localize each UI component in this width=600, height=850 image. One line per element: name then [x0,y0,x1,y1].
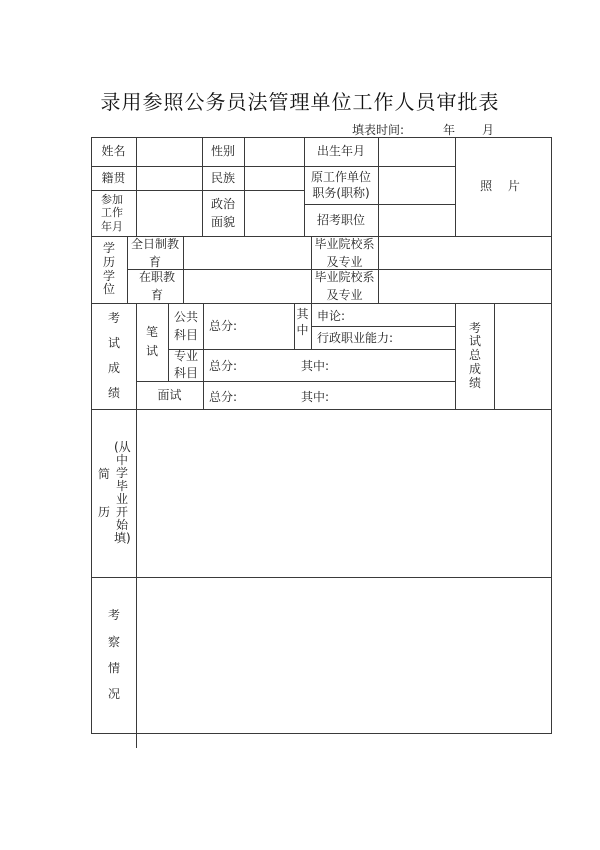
gender-field[interactable] [245,138,304,166]
total-exam-score-label [465,303,485,409]
political-status-label: 政治面貌 [210,197,235,229]
interview-total-field[interactable] [240,382,298,409]
grid-line [311,303,312,349]
graduate-school-label: 毕业院校系及专业 [314,236,375,269]
public-total-label: 总分: [209,319,238,333]
work-start-field[interactable] [137,191,202,236]
written-exam-label-text: 笔试 [145,324,158,358]
grid-line [294,303,295,349]
exam-score-label [104,303,124,409]
birth-date-label: 出生年月 [316,144,365,159]
original-unit-field[interactable] [379,167,455,204]
shenlun-label: 申论: [317,309,346,323]
professional-total-field[interactable] [240,350,298,381]
total-exam-score-label-text: 考试总成绩 [468,320,481,390]
interview-among-label: 其中: [301,390,330,404]
professional-subject-label: 专业科目 [173,349,198,380]
grid-line [311,236,312,303]
public-subject-label: 公共科目 [173,310,198,342]
graduate-school-field[interactable] [379,237,551,269]
shenlun-field[interactable] [355,304,455,326]
professional-total-label: 总分: [209,359,238,373]
resume-label [96,409,112,577]
ethnicity-label: 民族 [210,170,235,185]
education-degree-label [98,236,120,303]
native-place-label: 籍贯 [101,170,126,185]
education-degree-label-text: 学历学位 [102,240,115,297]
inservice-education-label: 在职教育 [138,270,175,302]
form-title: 录用参照公务员法管理单位工作人员审批表 [100,90,500,114]
public-total-field[interactable] [240,304,294,349]
resume-note [114,409,130,577]
professional-among-label: 其中: [301,359,330,373]
xingce-field[interactable] [405,327,455,349]
original-unit-label: 原工作单位职务(职称) [310,169,371,200]
native-place-field[interactable] [137,167,202,190]
xingce-label: 行政职业能力: [317,331,394,345]
total-exam-score-field[interactable] [495,304,551,409]
grid-line [91,733,552,734]
inservice-education-field[interactable] [184,270,311,303]
among-label [296,303,309,343]
interview-total-label: 总分: [209,390,238,404]
grid-line [455,303,456,409]
fill-time-label: 填表时间: [352,123,405,137]
political-status-field[interactable] [245,191,304,236]
graduate-school-label-2: 毕业院校系及专业 [314,270,375,302]
interview-label: 面试 [157,387,182,402]
resume-note-text: (从中学毕业开始填) [114,440,131,545]
exam-score-label-text: 考试成绩 [107,310,120,401]
among-label-text: 其中 [296,307,309,337]
name-label: 姓名 [101,144,126,159]
grid-line [91,137,92,734]
grid-line [203,303,204,409]
work-start-label: 参加工作年月 [101,193,123,233]
ethnicity-field[interactable] [245,167,304,190]
fill-time-month: 月 [482,123,495,137]
fill-time-year: 年 [443,123,456,137]
fulltime-education-field[interactable] [184,237,311,269]
applied-position-field[interactable] [379,205,455,236]
inspection-label-text: 考察情况 [107,608,120,702]
grid-line [551,137,552,734]
interview-among-field[interactable] [335,382,455,409]
birth-date-field[interactable] [379,138,455,166]
grid-line [127,236,128,303]
applied-position-label: 招考职位 [316,212,365,227]
fulltime-education-label: 全日制教育 [131,236,180,269]
gender-label: 性别 [210,144,235,159]
resume-label-text: 简历 [97,466,110,519]
inspection-field[interactable] [137,578,551,733]
photo-area[interactable]: 照 片 [480,179,526,194]
professional-among-field[interactable] [335,350,455,381]
written-exam-label [142,303,162,381]
graduate-school-field-2[interactable] [379,270,551,303]
name-field[interactable] [137,138,202,166]
grid-line [168,303,169,381]
inspection-label [104,577,124,733]
resume-field[interactable] [137,410,551,577]
